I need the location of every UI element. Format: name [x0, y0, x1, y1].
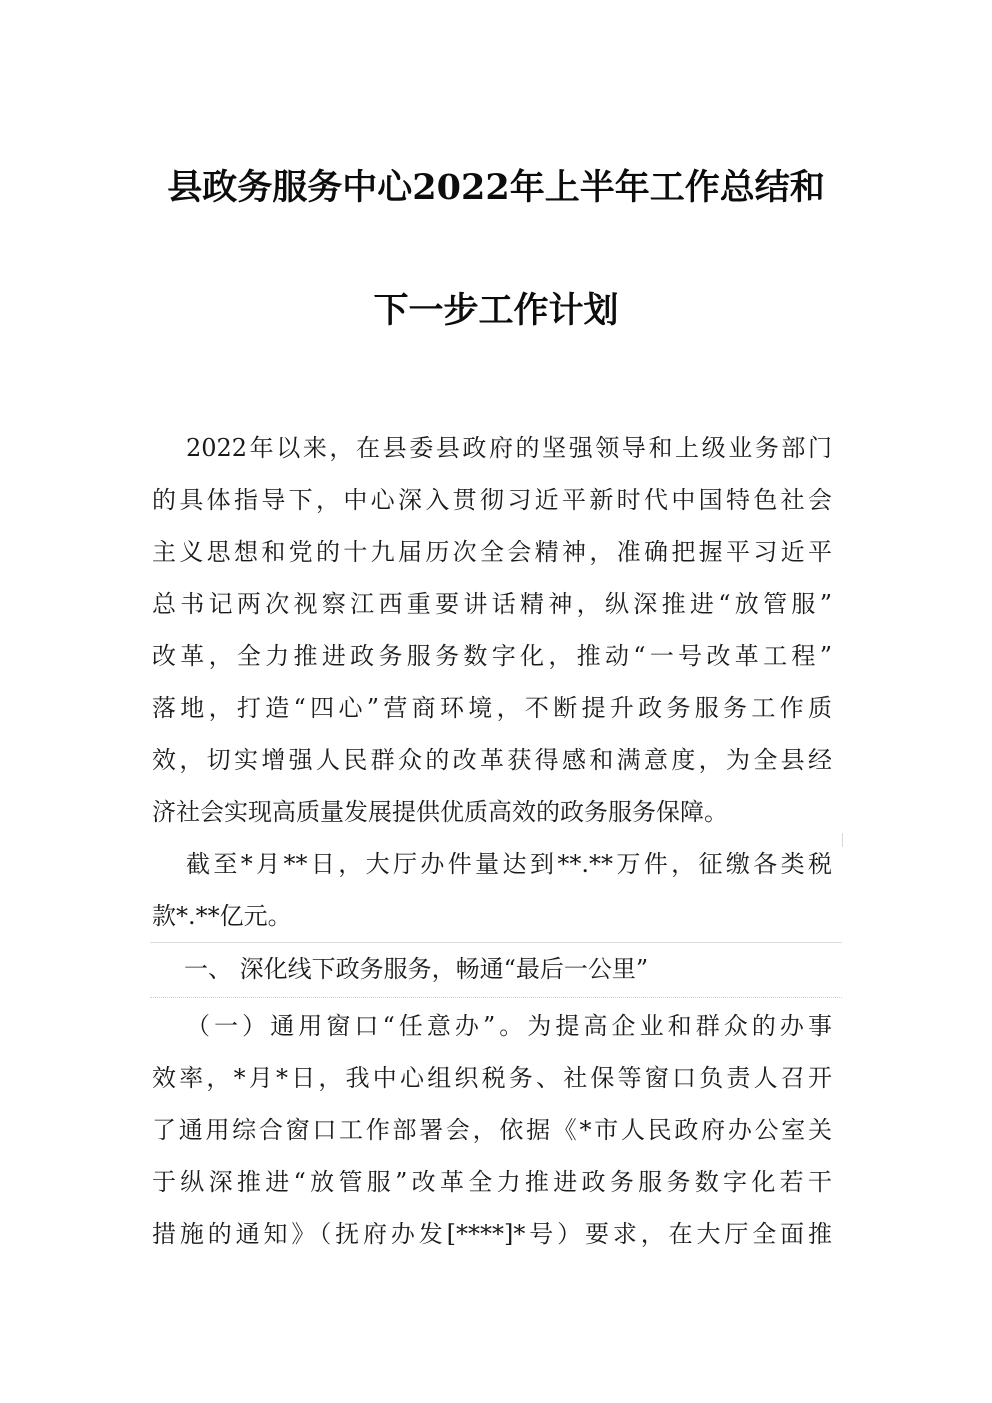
document-title-line-2: 下一步工作计划 — [373, 290, 619, 331]
paragraph-line: 的具体指导下，中心深入贯彻习近平新时代中国特色社会 — [152, 486, 832, 514]
paragraph-intro — [152, 422, 832, 838]
paragraph-line: 截至*月**日，大厅办件量达到**.**万件，征缴各类税 — [186, 850, 832, 878]
paragraph-line: 总书记两次视察江西重要讲话精神，纵深推进“放管服” — [152, 590, 832, 618]
margin-mark — [842, 833, 843, 847]
paragraph-line: 于纵深推进“放管服”改革全力推进政务服务数字化若干 — [152, 1168, 832, 1196]
paragraph-statistics — [152, 838, 832, 942]
section-heading-block — [150, 942, 842, 998]
paragraph-line: 改革，全力推进政务服务数字化，推动“一号改革工程” — [152, 642, 832, 670]
paragraph-line: 主义思想和党的十九届历次全会精神，准确把握平习近平 — [152, 538, 832, 566]
paragraph-line: 效率，*月*日，我中心组织税务、社保等窗口负责人召开 — [152, 1064, 832, 1092]
paragraph-line: 2022年以来，在县委县政府的坚强领导和上级业务部门 — [186, 434, 832, 462]
section-heading: 一、 深化线下政务服务，畅通“最后一公里” — [184, 955, 649, 983]
paragraph-line: 措施的通知》（抚府办发[****]*号）要求，在大厅全面推 — [152, 1220, 832, 1248]
document-title-line-1: 县政务服务中心2022年上半年工作总结和 — [167, 167, 825, 208]
paragraph-line: 落地，打造“四心”营商环境，不断提升政务服务工作质 — [152, 694, 832, 722]
paragraph-line: 款*.**亿元。 — [152, 902, 292, 930]
paragraph-line: 济社会实现高质量发展提供优质高效的政务服务保障。 — [152, 798, 728, 826]
paragraph-section-1-1 — [152, 1000, 832, 1260]
paragraph-line: 效，切实增强人民群众的改革获得感和满意度，为全县经 — [152, 746, 832, 774]
paragraph-line: （一）通用窗口“任意办”。为提高企业和群众的办事 — [186, 1012, 832, 1040]
paragraph-line: 了通用综合窗口工作部署会，依据《*市人民政府办公室关 — [152, 1116, 832, 1144]
